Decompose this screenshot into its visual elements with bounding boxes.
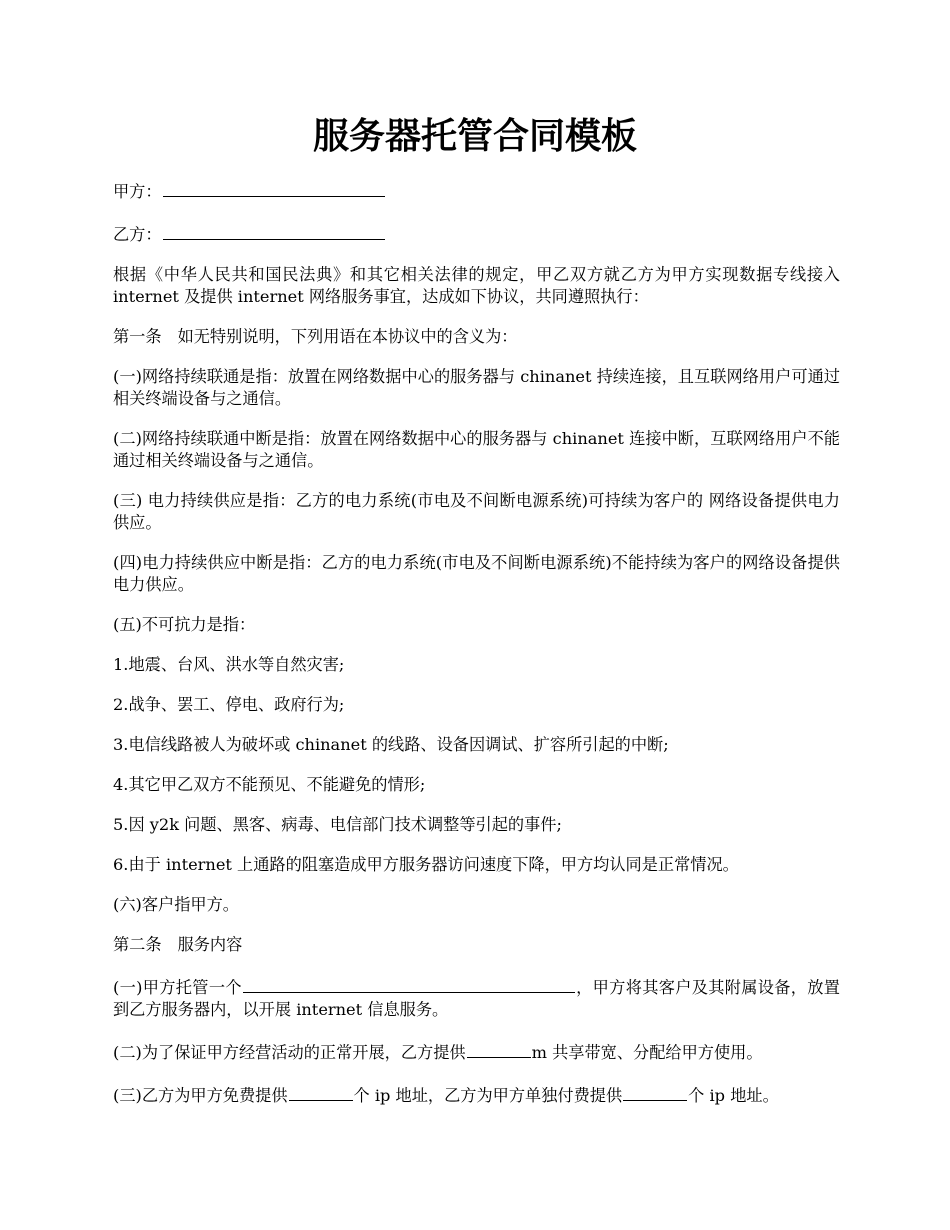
service-1 [113,974,840,1021]
force-item: 3.电信线路被人为破坏或 chinanet 的线路、设备因调试、扩容所引起的中断; [113,735,669,754]
article-1-text: 如无特别说明，下列用语在本协议中的含义为： [177,327,518,346]
definition-2: (二)网络持续联通中断是指：放置在网络数据中心的服务器与 chinanet 连接中断，互联网络用户不能通过相关终端设备与之通信。 [113,429,840,470]
article-1 [113,326,840,348]
document-title: 服务器托管合同模板 [312,115,637,157]
party-a-blank [163,178,385,197]
intro-paragraph: 根据《中华人民共和国民法典》和其它相关法律的规定，甲乙双方就乙方为甲方实现数据专线接入 internet 及提供 internet 网络服务事宜，达成如下协议，共同遵照执行： [113,265,840,306]
service-2-text-end: m 共享带宽、分配给甲方使用。 [531,1043,763,1062]
force-item: 6.由于 internet 上通路的阻塞造成甲方服务器访问速度下降，甲方均认同是正常情况。 [113,855,739,874]
article-1-heading: 第一条 [113,327,162,346]
definition-1: (一)网络持续联通是指：放置在网络数据中心的服务器与 chinanet 持续连接，且互联网络用户可通过相关终端设备与之通信。 [113,367,840,408]
force-item: 4.其它甲乙双方不能预见、不能避免的情形; [113,775,426,794]
force-item: 5.因 y2k 问题、黑客、病毒、电信部门技术调整等引起的事件; [113,815,562,834]
article-2 [113,934,840,956]
party-a-line [113,178,840,203]
service-2-text-start: (二)为了保证甲方经营活动的正常开展，乙方提供 [113,1043,466,1062]
force-item: 2.战争、罢工、停电、政府行为; [113,695,345,714]
bandwidth-blank [467,1039,531,1058]
party-b-line [113,221,840,246]
service-3-text-2: 个 ip 地址，乙方为甲方单独付费提供 [353,1086,623,1105]
service-3-text-1: (三)乙方为甲方免费提供 [113,1086,288,1105]
service-1-text-end: ，甲方将其客户及其附属设备，放置到乙方服务器内，以开展 internet 信息服务。 [113,978,840,1019]
service-3-text-3: 个 ip 地址。 [688,1086,779,1105]
party-a-label: 甲方： [113,182,162,201]
party-b-label: 乙方： [113,225,162,244]
free-ip-count-blank [289,1082,353,1101]
hosting-item-blank [243,974,575,993]
service-2 [113,1039,840,1064]
article-2-heading: 第二条 [113,935,162,954]
document-body [113,178,840,1125]
definition-6: (六)客户指甲方。 [113,895,239,914]
definition-3: (三) 电力持续供应是指：乙方的电力系统(市电及不间断电源系统)可持续为客户的 网络设备提供电力供应。 [113,491,840,532]
force-item: 1.地震、台风、洪水等自然灾害; [113,655,345,674]
party-b-blank [163,221,385,240]
service-3 [113,1082,840,1107]
definition-5: (五)不可抗力是指： [113,615,256,634]
paid-ip-count-blank [623,1082,687,1101]
article-2-text: 服务内容 [177,935,243,954]
definition-4: (四)电力持续供应中断是指：乙方的电力系统(市电及不间断电源系统)不能持续为客户的网络设备提供电力供应。 [113,553,840,594]
service-1-text-start: (一)甲方托管一个 [113,978,242,997]
